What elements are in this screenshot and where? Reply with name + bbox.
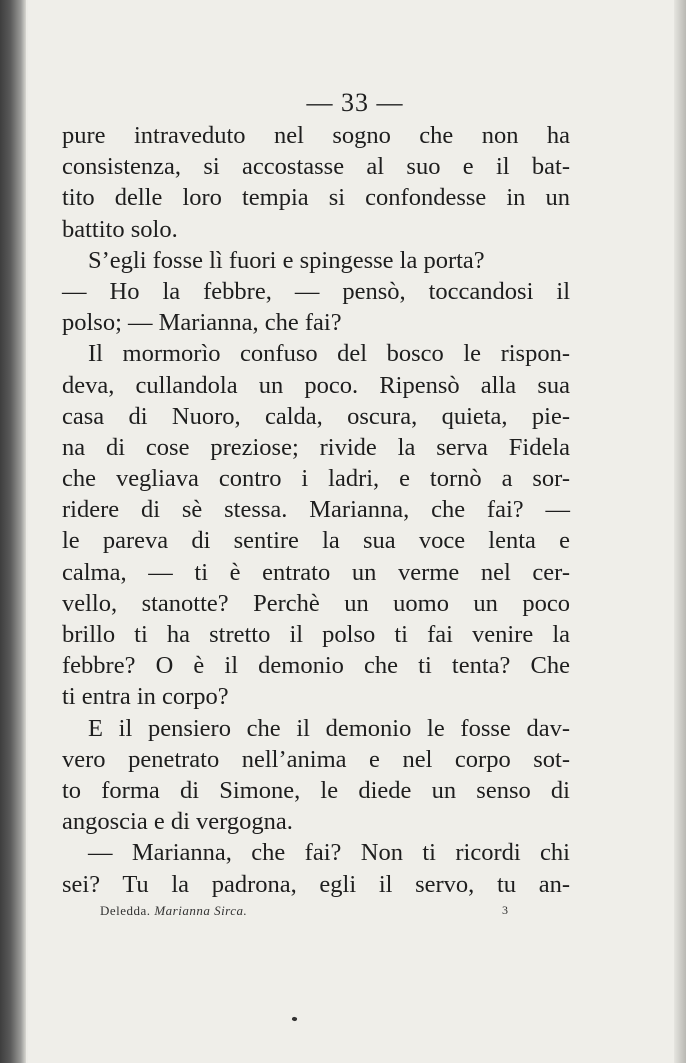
book-page (28, 0, 674, 1063)
paragraph (62, 713, 570, 838)
text-line: battito solo. (62, 215, 178, 243)
text-line: vero penetrato nell’anima e nel corpo sot- (62, 745, 570, 773)
text-line: pure intraveduto nel sogno che non ha (62, 122, 570, 149)
text-line: brillo ti ha stretto il polso ti fai venire la (62, 621, 570, 648)
text-line: febbre? O è il demonio che ti tenta? Che (62, 652, 570, 680)
paragraph (62, 338, 570, 712)
text-line: polso; — Marianna, che fai? (62, 309, 342, 337)
text-line: vello, stanotte? Perchè un uomo un poco (62, 589, 570, 617)
text-line: — Ho la febbre, — pensò, toccandosi il (62, 277, 570, 305)
text-line: S’egli fosse lì fuori e spingesse la porta? (88, 246, 485, 274)
text-line: calma, — ti è entrato un verme nel cer- (62, 558, 570, 586)
paragraph (62, 837, 570, 899)
paragraph (62, 120, 570, 245)
text-line: angoscia e di vergogna. (62, 808, 293, 836)
text-line: Il mormorìo confuso del bosco le rispon- (88, 340, 570, 368)
scan-binding-edge (0, 0, 26, 1063)
text-line: — Marianna, che fai? Non ti ricordi chi (88, 839, 570, 867)
page-number: — 33 — (306, 88, 404, 117)
text-line: E il pensiero che il demonio le fosse dav- (88, 714, 570, 742)
signature-mark: 3 (502, 903, 508, 917)
scan-right-edge (674, 0, 686, 1063)
text-line: na di cose preziose; rivide la serva Fidela (62, 433, 570, 461)
text-line: sei? Tu la padrona, egli il servo, tu an- (62, 870, 570, 898)
signature-title: Marianna Sirca. (154, 903, 248, 918)
printer-signature (100, 903, 247, 919)
body-text (62, 120, 570, 900)
text-line: casa di Nuoro, calda, oscura, quieta, pie- (62, 402, 570, 430)
text-line: deva, cullandola un poco. Ripensò alla sua (62, 371, 570, 399)
signature-author: Deledda. (100, 903, 151, 918)
text-line: ti entra in corpo? (62, 683, 229, 711)
text-line: le pareva di sentire la sua voce lenta e (62, 527, 570, 555)
text-line: to forma di Simone, le diede un senso di (62, 776, 570, 804)
ink-speck (291, 1016, 297, 1021)
text-line: consistenza, si accostasse al suo e il bat- (62, 153, 570, 181)
text-line: ridere di sè stessa. Marianna, che fai? — (62, 496, 570, 524)
text-line: tito delle loro tempia si confondesse in un (62, 184, 570, 212)
text-line: che vegliava contro i ladri, e tornò a sor- (62, 465, 570, 493)
paragraph (62, 276, 570, 338)
paragraph (62, 245, 570, 276)
